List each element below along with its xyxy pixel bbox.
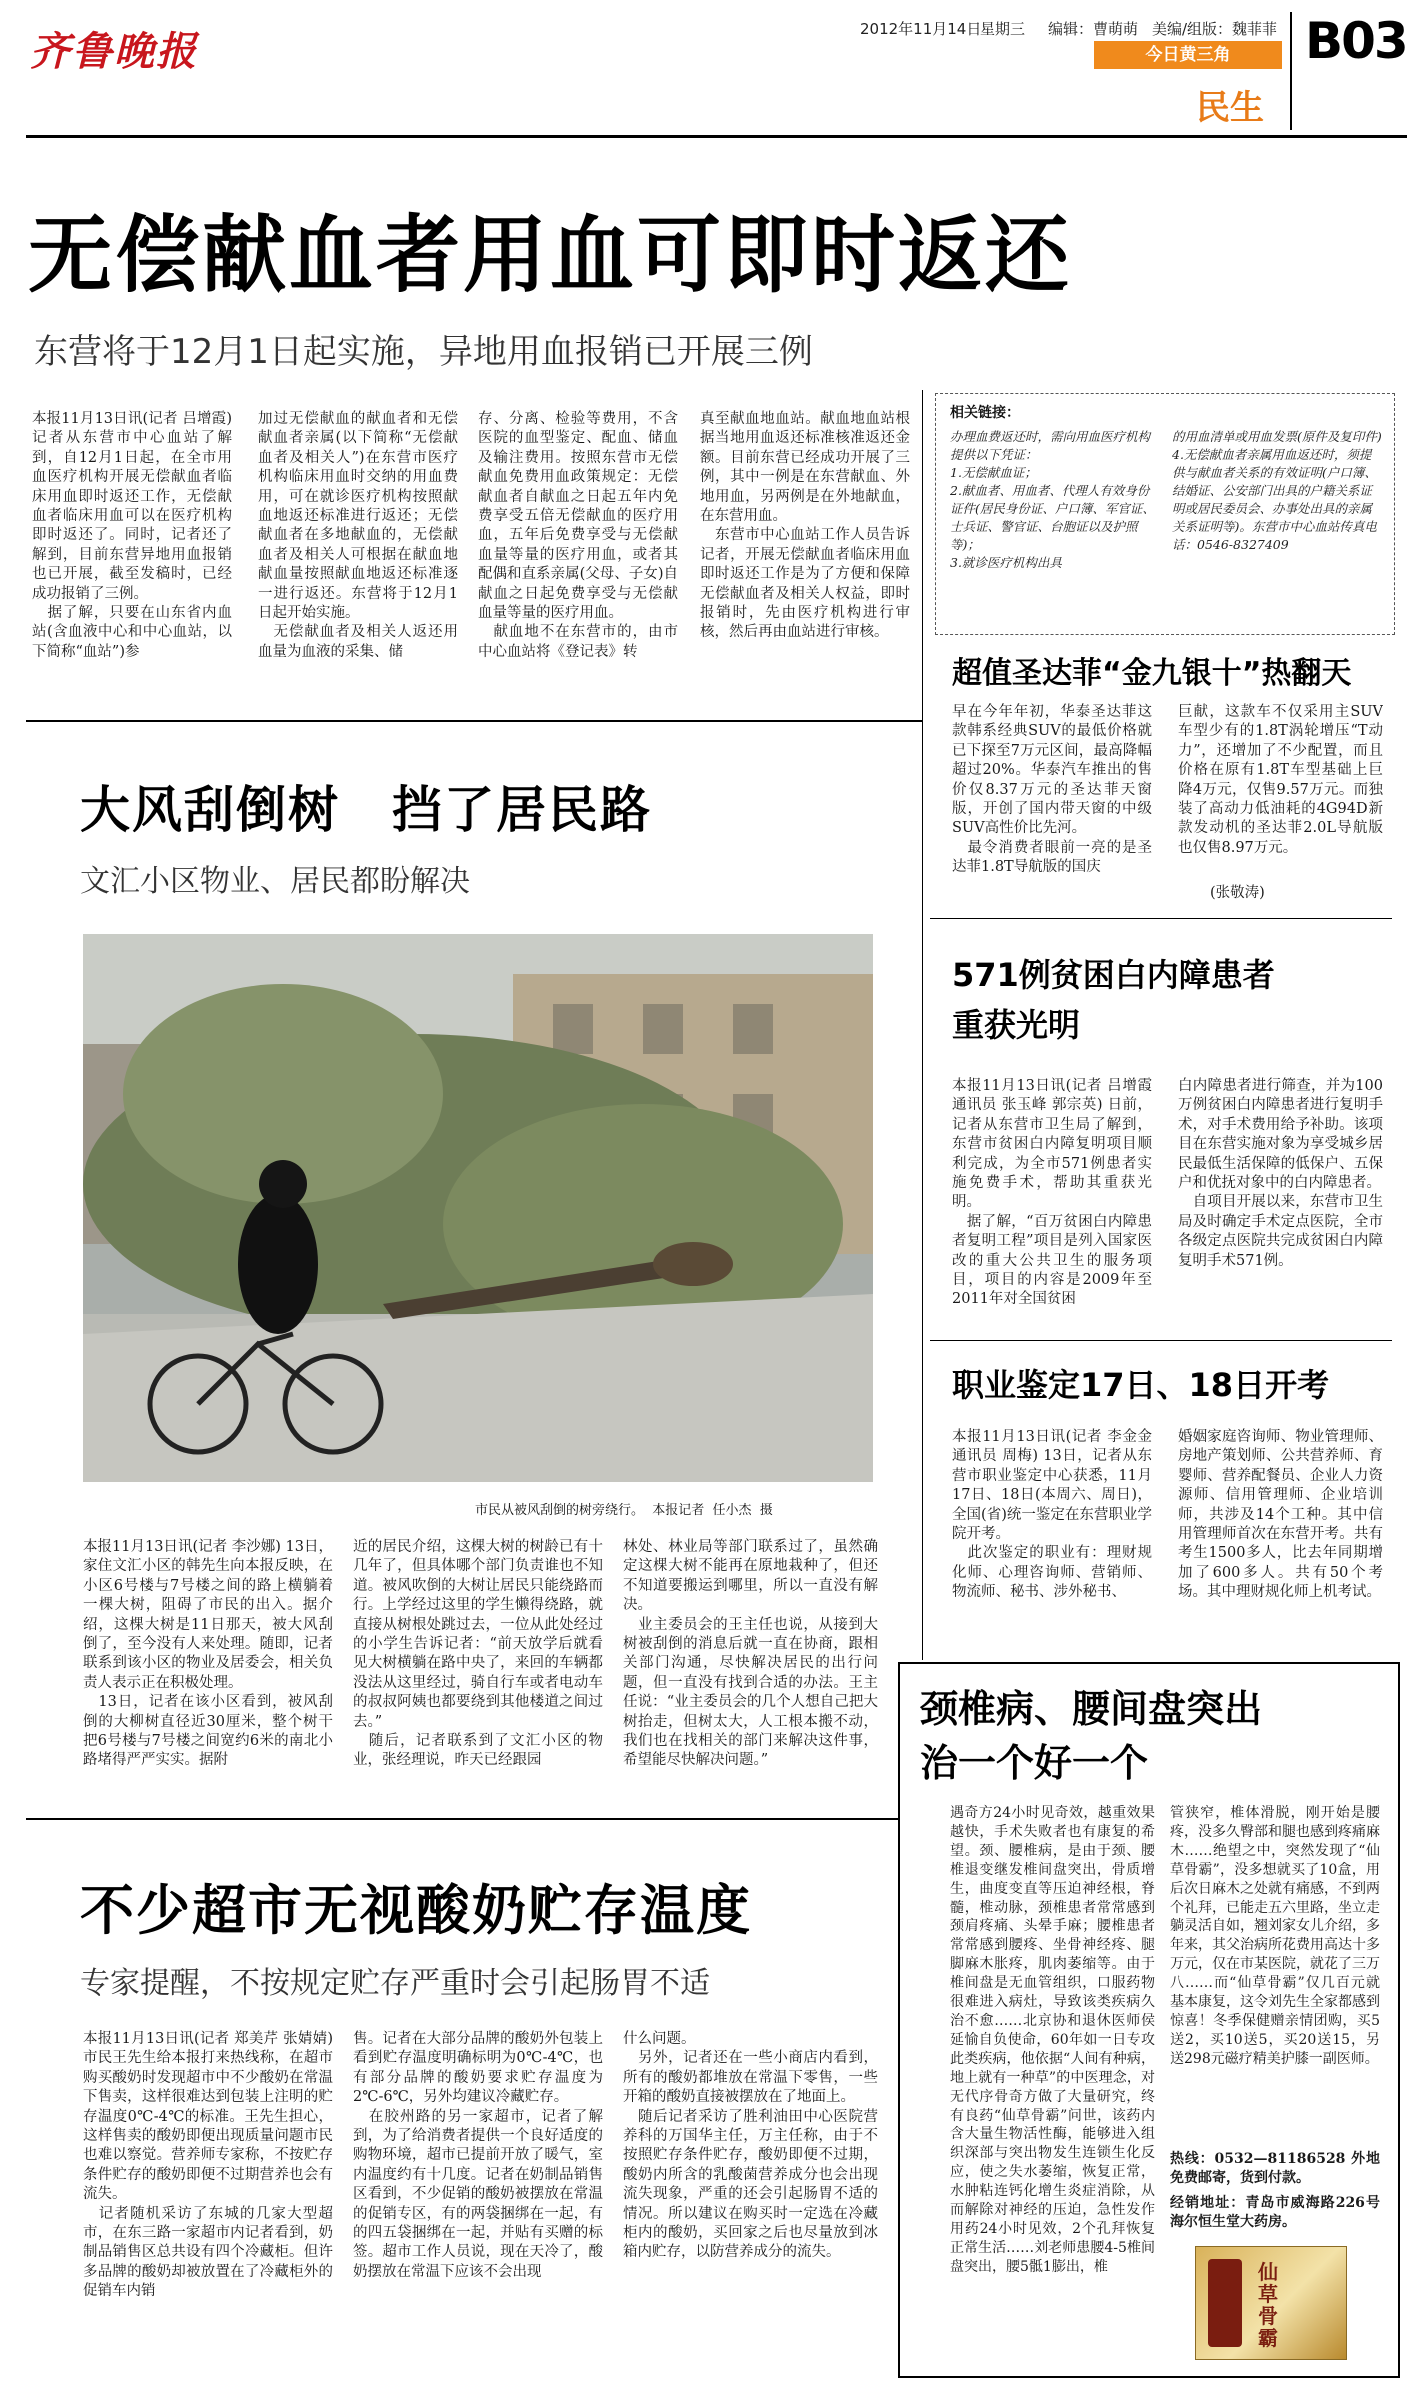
story5-bottom-rule xyxy=(930,1340,1392,1341)
story1-bottom-rule xyxy=(26,720,922,722)
related-links-box xyxy=(935,393,1395,635)
product-box-emblem xyxy=(1208,2259,1242,2347)
story1-column-4: 真至献血地血站。献血地血站根据当地用血返还标准核准返还金额。目前东营已经成功开展了三例，其中一例是在东营献血、外地用血，另两例是在外地献血，在东营用血。 东营市中心血站工作人员告诉记者，开展无偿献血者临床用血即时返还工作是为了方便和保障无偿献血者及相关人权益，即时报销时，先由医疗机构进行审核，然后再由血站进行审核。 xyxy=(700,411,910,641)
masthead-designer: 美编/组版：魏菲菲 xyxy=(1152,20,1278,38)
story4-headline: 超值圣达菲“金九银十”热翻天 xyxy=(952,656,1352,691)
related-links-title: 相关链接： xyxy=(950,405,1020,421)
story2-subhead: 文汇小区物业、居民都盼解决 xyxy=(80,864,470,899)
related-links-right: 的用血清单或用血发票(原件及复印件) 4.无偿献血者亲属用血返还时，须提供与献血者关系的有效证明(户口簿、结婚证、公安部门出具的户籍关系证明或居民委员会、办事处出具的亲属关系证明等)。东营市中心血站传真电话：0546-8327409 xyxy=(1172,429,1382,552)
photo-caption: 市民从被风刮倒的树旁绕行。 本报记者 任小杰 摄 xyxy=(475,1503,773,1518)
story3-subhead: 专家提醒，不按规定贮存严重时会引起肠胃不适 xyxy=(80,1966,710,2001)
story3-column-2: 售。记者在大部分品牌的酸奶外包装上看到贮存温度明确标明为0℃-4℃，也有部分品牌的酸奶要求贮存温度为2℃-6℃，另外均建议冷藏贮存。 在胶州路的另一家超市，记者了解到，为了给消费者提供一个良好适度的购物环境，超市已提前开放了暖气，室内温度约有十几度。记者在奶制品销售区看到，不少促销的酸奶被摆放在常温的促销专区，有的两袋捆绑在一起，有的四五袋捆绑在一起，并贴有买赠的标签。超市工作人员说，现在天冷了，酸奶摆放在常温下应该不会出现 xyxy=(353,2031,603,2280)
story4-column-1: 早在今年年初，华泰圣达菲这款韩系经典SUV的最低价格就已下探至7万元区间，最高降幅超过20%。华泰汽车推出的售价仅8.37万元的圣达菲天窗版，开创了国内带天窗的中级SUV高性价比先河。 最令消费者眼前一亮的是圣达菲1.8T导航版的国庆 xyxy=(952,704,1152,876)
story4-column-2: 巨献，这款车不仅采用主SUV车型少有的1.8T涡轮增压“T动力”，还增加了不少配置，而且价格在原有1.8T车型基础上巨降4万元，仅售9.57万元。而独装了高动力低油耗的4G94D新款发动机的圣达菲2.0L导航版也仅售8.97万元。 xyxy=(1178,704,1383,856)
story3-column-3: 什么问题。 另外，记者还在一些小商店内看到，所有的酸奶都堆放在常温下零售，一些开箱的酸奶直接被摆放在了地面上。 随后记者采访了胜利油田中心医院营养科的万国华主任，万主任称，由于不按照贮存条件贮存，酸奶即便不过期，酸奶内所含的乳酸菌营养成分也会出现流失现象，严重的还会引起肠胃不适的情况。所以建议在购买时一定选在冷藏柜内的酸奶，买回家之后也尽量放到冰箱内贮存，以防营养成分的流失。 xyxy=(623,2031,878,2261)
story2-column-2: 近的居民介绍，这棵大树的树龄已有十几年了，但具体哪个部门负责谁也不知道。被风吹倒的大树让居民只能绕路而行。上学经过这里的学生懒得绕路，就直接从树根处跳过去，一位从此处经过的小学生告诉记者：“前天放学后就看见大树横躺在路中央了，来回的车辆都没法从这里经过，骑自行车或者电动车的叔叔阿姨也都要绕到其他楼道之间过去。” 随后，记者联系到了文汇小区的物业，张经理说，昨天已经跟园 xyxy=(353,1539,603,1769)
masthead-editor: 编辑：曹萌萌 xyxy=(1048,20,1139,38)
story5-headline-line2: 重获光明 xyxy=(952,1006,1081,1044)
section-badge-label: 今日黄三角 xyxy=(1145,45,1231,65)
section-badge xyxy=(1094,41,1282,69)
fallen-tree-illustration xyxy=(83,934,873,1482)
product-box-image xyxy=(1195,2246,1347,2360)
fallen-tree-photo xyxy=(83,934,873,1482)
ad-column-1: 遇奇方24小时见奇效，越重效果越快，手术失败者也有康复的希望。颈、腰椎病，是由于颈、腰椎退变继发椎间盘突出，骨质增生，曲度变直等压迫神经根，脊髓，椎动脉，颈椎患者常常感到颈肩疼痛、头晕手麻；腰椎患者常常感到腰疼、坐骨神经疼、腿脚麻木胀疼，肌肉萎缩等。由于椎间盘是无血管组织，口服药物很难进入病灶，导致该类疾病久治不愈……北京协和退休医师侯延愉自负使命，60年如一日专攻此类疾病，他依据“人间有种病，地上就有一种草”的中医理念，对无代序骨奇方做了大量研究，终有良药“仙草骨霸”问世，该药内含大量生物活性酶，能够进入组织深部与突出物发生连锁生化反应，使之失水萎缩，恢复正常，水肿粘连钙化增生炎症消除，从而解除对神经的压迫，急性发作用药24小时见效，2个孔拜恢复正常生活……刘老师患腰4-5椎间盘突出，腰5骶1膨出，椎 xyxy=(950,1805,1155,2275)
story1-subhead: 东营将于12月1日起实施，异地用血报销已开展三例 xyxy=(34,332,813,372)
story6-column-1: 本报11月13日讯(记者 李金金 通讯员 周梅) 13日，记者从东营市职业鉴定中心获悉，11月17日、18日(本周六、周日)，全国(省)统一鉴定在东营职业学院开考。 此次鉴定的职业有：理财规化师、心理咨询师、营销师、物流师、秘书、涉外秘书、 xyxy=(952,1429,1152,1601)
ad-hotline: 热线：0532—81186528 外地免费邮寄，货到付款。 xyxy=(1170,2151,1380,2186)
story6-column-2: 婚姻家庭咨询师、物业管理师、房地产策划师、公共营养师、育婴师、营养配餐员、企业人力资源师、信用管理师、企业培训师，共涉及14个工种。其中信用管理师首次在东营开考。共有考生1500多人，比去年同期增加了600多人。共有50个考场。其中理财规化师上机考试。 xyxy=(1178,1429,1383,1601)
story1-headline: 无偿献血者用血可即时返还 xyxy=(28,206,1073,304)
story2-bottom-rule xyxy=(26,1818,906,1820)
masthead-vertical-divider xyxy=(1290,12,1292,130)
story4-byline: (张敬涛) xyxy=(1210,885,1265,901)
section-name: 民生 xyxy=(1196,88,1264,128)
story2-headline: 大风刮倒树 挡了居民路 xyxy=(80,781,652,839)
newspaper-logo: 齐鲁晚报 xyxy=(30,28,198,75)
story2-column-3: 林处、林业局等部门联系过了，虽然确定这棵大树不能再在原地栽种了，但还不知道要搬运到哪里，所以一直没有解决。 业主委员会的王主任也说，从接到大树被刮倒的消息后就一直在协商，跟相关部门沟通，尽快解决居民的出行问题，但一直没有找到合适的办法。王主任说：“业主委员会的几个人想自己把大树抬走，但树太大，人工根本搬不动，我们也在找相关的部门来解决这件事，希望能尽快解决问题。” xyxy=(623,1539,878,1769)
story1-column-1: 本报11月13日讯(记者 吕增霞) 记者从东营市中心血站了解到，自12月1日起，在全市用血医疗机构开展无偿献血者临床用血即时返还工作，无偿献血者临床用血可以在医疗机构即时返还了。同时，记者还了解到，目前东营异地用血报销也已开展，截至发稿时，已经成功报销了三例。 据了解，只要在山东省内血站(含血液中心和中心血站，以下简称“血站”)参 xyxy=(32,411,232,660)
ad-headline-line2: 治一个好一个 xyxy=(920,1741,1149,1785)
right-column-divider xyxy=(922,390,923,1660)
story3-column-1: 本报11月13日讯(记者 郑美芹 张婧婧) 市民王先生给本报打来热线称，在超市购买酸奶时发现超市中不少酸奶在常温下售卖，这样很难达到包装上注明的贮存温度0℃-4℃的标准。王先生担心，这样售卖的酸奶即便出现质量问题市民也难以察觉。营养师专家称，不按贮存条件贮存的酸奶即便不过期营养也会有流失。 记者随机采访了东城的几家大型超市，在东三路一家超市内记者看到，奶制品销售区总共设有四个冷藏柜。但许多品牌的酸奶却被放置在了冷藏柜外的促销车内销 xyxy=(83,2031,333,2300)
product-box-label: 仙草骨霸 xyxy=(1258,2260,1278,2350)
story3-headline: 不少超市无视酸奶贮存温度 xyxy=(80,1879,752,1942)
related-links-left: 办理血费返还时，需向用血医疗机构提供以下凭证： 1.无偿献血证； 2.献血者、用血者、代理人有效身份证件(居民身份证、户口簿、军官证、士兵证、警官证、台胞证以及护照等)； 3.就诊医疗机构出具 xyxy=(950,429,1155,570)
story5-column-2: 白内障患者进行筛查，并为100万例贫困白内障患者进行复明手术，对手术费用给予补助。该项目在东营实施对象为享受城乡居民最低生活保障的低保户、五保户和优抚对象中的白内障患者。 自项目开展以来，东营市卫生局及时确定手术定点医院，全市各级定点医院共完成贫困白内障复明手术571例。 xyxy=(1178,1078,1383,1269)
ad-column-2: 管狭窄，椎体滑脱，刚开始是腰疼，没多久臀部和腿也感到疼痛麻木……绝望之中，突然发现了“仙草骨霸”，没多想就买了10盒，用后次日麻木之处就有痛感，不到两个礼拜，已能走五六里路，坐立走躺灵活自如，翘刘家女儿介绍，多年来，其父治病所花费用高达十多万元，仅在市某医院，就花了三万八……而“仙草骨霸”仅几百元就基本康复，这令刘先生全家都感到惊喜！冬季保健赠亲情团购，买5送2，买10送5，买20送15，另送298元磁疗精美护膝一副医师。 xyxy=(1170,1805,1380,2067)
story6-headline: 职业鉴定17日、18日开考 xyxy=(952,1366,1330,1404)
story5-headline-line1: 571例贫困白内障患者 xyxy=(952,956,1275,994)
story5-column-1: 本报11月13日讯(记者 吕增霞 通讯员 张玉峰 郭宗英) 日前，记者从东营市卫生局了解到，东营市贫困白内障复明项目顺利完成，为全市571例患者实施免费手术，帮助其重获光明。 据了解，“百万贫困白内障患者复明工程”项目是列入国家医改的重大公共卫生的服务项目，项目的内容是2009年至2011年对全国贫困 xyxy=(952,1078,1152,1308)
masthead-weekday: 星期三 xyxy=(980,20,1026,38)
masthead-date: 2012年11月14日 xyxy=(860,20,982,38)
story1-column-3: 存、分离、检验等费用，不含医院的血型鉴定、配血、储血及输注费用。按照东营市无偿献血免费用血政策规定：无偿献血者自献血之日起五年内免费享受五倍无偿献血的医疗用血，五年后免费享受与无偿献血量等量的医疗用血，或者其配偶和直系亲属(父母、子女)自献血之日起免费享受与无偿献血量等量的医疗用血。 献血地不在东营市的，由市中心血站将《登记表》转 xyxy=(478,411,678,660)
ad-headline-line1: 颈椎病、腰间盘突出 xyxy=(920,1687,1263,1731)
story2-column-1: 本报11月13日讯(记者 李沙娜) 13日，家住文汇小区的韩先生向本报反映，在小区6号楼与7号楼之间的路上横躺着一棵大树，阻碍了市民的出入。据介绍，这棵大树是11日那天，被大风刮倒了，至今没有人来处理。随即，记者联系到该小区的物业及居委会，相关负责人表示正在积极处理。 13日，记者在该小区看到，被风刮倒的大柳树直径近30厘米，整个树干把6号楼与7号楼之间宽约6米的南北小路堵得严严实实。据附 xyxy=(83,1539,333,1769)
ad-address: 经销地址：青岛市威海路226号海尔恒生堂大药房。 xyxy=(1170,2195,1380,2230)
story1-column-2: 加过无偿献血的献血者和无偿献血者亲属(以下简称“无偿献血者及相关人”)在东营市医疗机构临床用血时交纳的用血费用，可在就诊医疗机构按照献血地返还标准进行返还；无偿献血者在多地献血的，无偿献血者及相关人可根据在献血地献血量按照献血地返还标准逐一进行返还。东营将于12月1日起开始实施。 无偿献血者及相关人返还用血量为血液的采集、储 xyxy=(258,411,458,660)
page-number: B03 xyxy=(1305,12,1407,70)
health-advertisement xyxy=(898,1662,1400,2378)
masthead-rule xyxy=(26,135,1407,138)
story4-bottom-rule xyxy=(930,918,1392,919)
masthead xyxy=(0,0,1417,140)
